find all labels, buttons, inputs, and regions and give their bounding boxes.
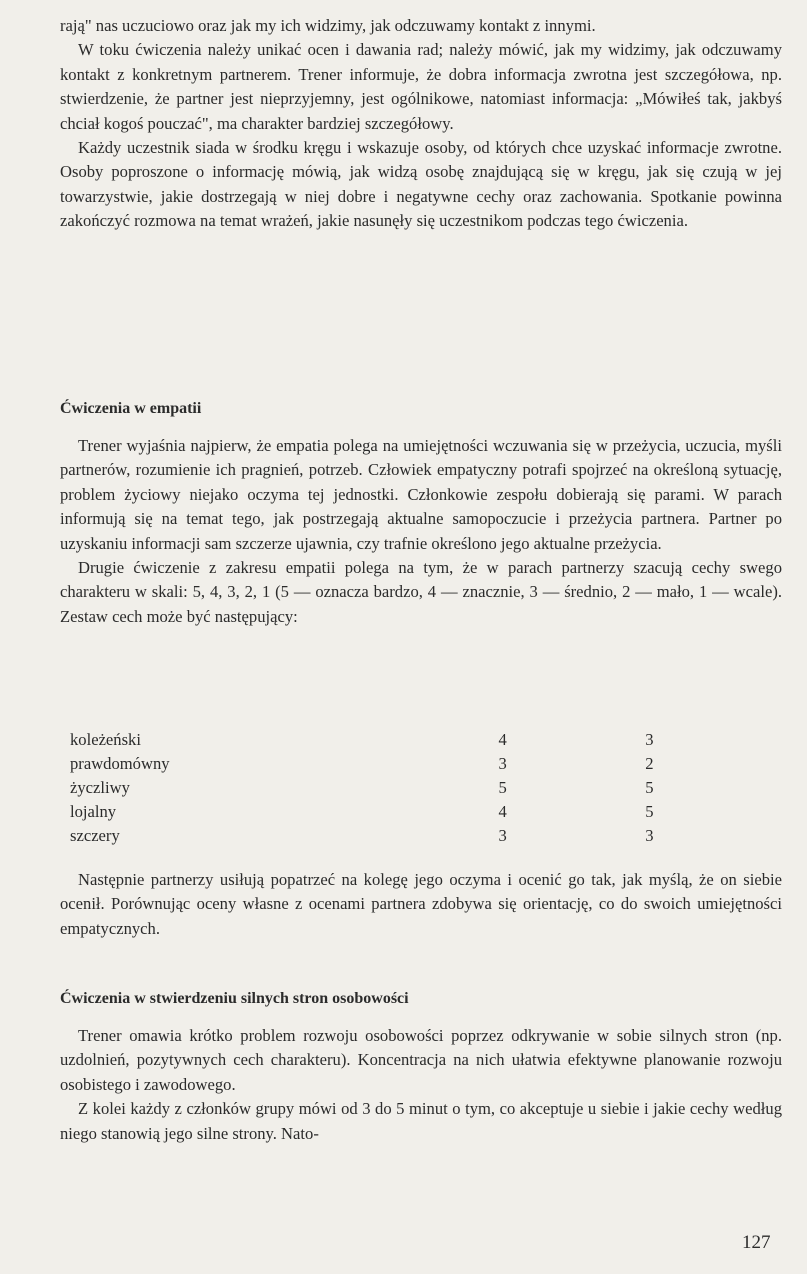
trait-name: prawdomówny	[70, 754, 170, 773]
trait-row	[70, 752, 792, 776]
trait-name: życzliwy	[70, 778, 130, 797]
paragraph: Z kolei każdy z członków grupy mówi od 3 do 5 minut o tym, co akceptuje u siebie i jakie cechy według niego stanowią jego silne strony. Nato-	[60, 1099, 782, 1143]
paragraph: Drugie ćwiczenie z zakresu empatii polega na tym, że w parach partnerzy szacują cechy swego charakteru w skali: 5, 4, 3, 2, 1 (5 — oznacza bardzo, 4 — znacznie, 3 — średnio, 2 — mało, 1 — wcale). Zestaw cech może być następujący:	[60, 558, 782, 626]
trait-name: koleżeński	[70, 730, 141, 749]
trait-score-b: 3	[645, 730, 654, 749]
trait-name: lojalny	[70, 802, 117, 821]
page-number: 127	[742, 1232, 771, 1253]
trait-score-b: 5	[645, 802, 654, 821]
trait-row	[70, 800, 792, 824]
section-heading-empathy: Ćwiczenia w empatii	[60, 400, 202, 417]
trait-score-a: 4	[498, 802, 507, 821]
trait-row	[70, 824, 792, 848]
trait-score-b: 2	[645, 754, 654, 773]
trait-row	[70, 776, 792, 800]
paragraph: Trener omawia krótko problem rozwoju osobowości poprzez odkrywanie w sobie silnych stron (np. uzdolnień, pozytywnych cech charakteru). Koncentracja na nich ułatwia efektywne planowanie rozwoju osobistego i zawodowego.	[60, 1026, 782, 1094]
paragraph: W toku ćwiczenia należy unikać ocen i dawania rad; należy mówić, jak my widzimy, jak odczuwamy kontakt z konkretnym partnerem. Trener informuje, że dobra informacja zwrotna jest szczegółowa, np. stwierdzenie, że partner jest nieprzyjemny, jest ogólnikowe, natomiast informacja: „Mówiłeś tak, jakbyś chciał kogoś pouczać", ma charakter bardziej szczegółowy.	[60, 40, 782, 133]
trait-name: szczery	[70, 826, 120, 845]
trait-row	[70, 728, 792, 752]
intro-block	[60, 14, 782, 234]
trait-score-a: 5	[498, 778, 507, 797]
trait-scale-table	[70, 728, 792, 848]
trait-score-a: 3	[498, 826, 507, 845]
trait-score-b: 5	[645, 778, 654, 797]
trait-score-a: 3	[498, 754, 507, 773]
empathy-block	[60, 434, 782, 629]
empathy-conclusion	[60, 868, 782, 941]
section-heading-strengths: Ćwiczenia w stwierdzeniu silnych stron osobowości	[60, 990, 409, 1007]
paragraph: Trener wyjaśnia najpierw, że empatia polega na umiejętności wczuwania się w przeżycia, uczucia, myśli partnerów, rozumienie ich pragnień, potrzeb. Człowiek empatyczny potrafi spojrzeć na określoną sytuację, problem życiowy niejako oczyma tej jednostki. Członkowie zespołu dobierają się parami. W parach informują się na temat tego, jak postrzegają aktualne samopoczucie i przeżycia partnera. Partner po uzyskaniu informacji sam szczerze ujawnia, czy trafnie określono jego aktualne przeżycia.	[60, 436, 782, 553]
paragraph: Każdy uczestnik siada w środku kręgu i wskazuje osoby, od których chce uzyskać informacje zwrotne. Osoby poproszone o informację mówią, jak widzą osobę znajdującą się w kręgu, jak się czują w jej towarzystwie, jakie dostrzegają w niej dobre i negatywne cechy oraz zachowania. Spotkanie powinna zakończyć rozmowa na temat wrażeń, jakie nasunęły się uczestnikom podczas tego ćwiczenia.	[60, 138, 782, 231]
strengths-block	[60, 1024, 782, 1146]
trait-score-a: 4	[498, 730, 507, 749]
trait-score-b: 3	[645, 826, 654, 845]
paragraph: rają" nas uczuciowo oraz jak my ich widzimy, jak odczuwamy kontakt z innymi.	[60, 16, 596, 35]
paragraph: Następnie partnerzy usiłują popatrzeć na kolegę jego oczyma i ocenić go tak, jak myślą, że on siebie ocenił. Porównując oceny własne z ocenami partnera zdobywa się orientację, co do swoich umiejętności empatycznych.	[60, 870, 782, 938]
